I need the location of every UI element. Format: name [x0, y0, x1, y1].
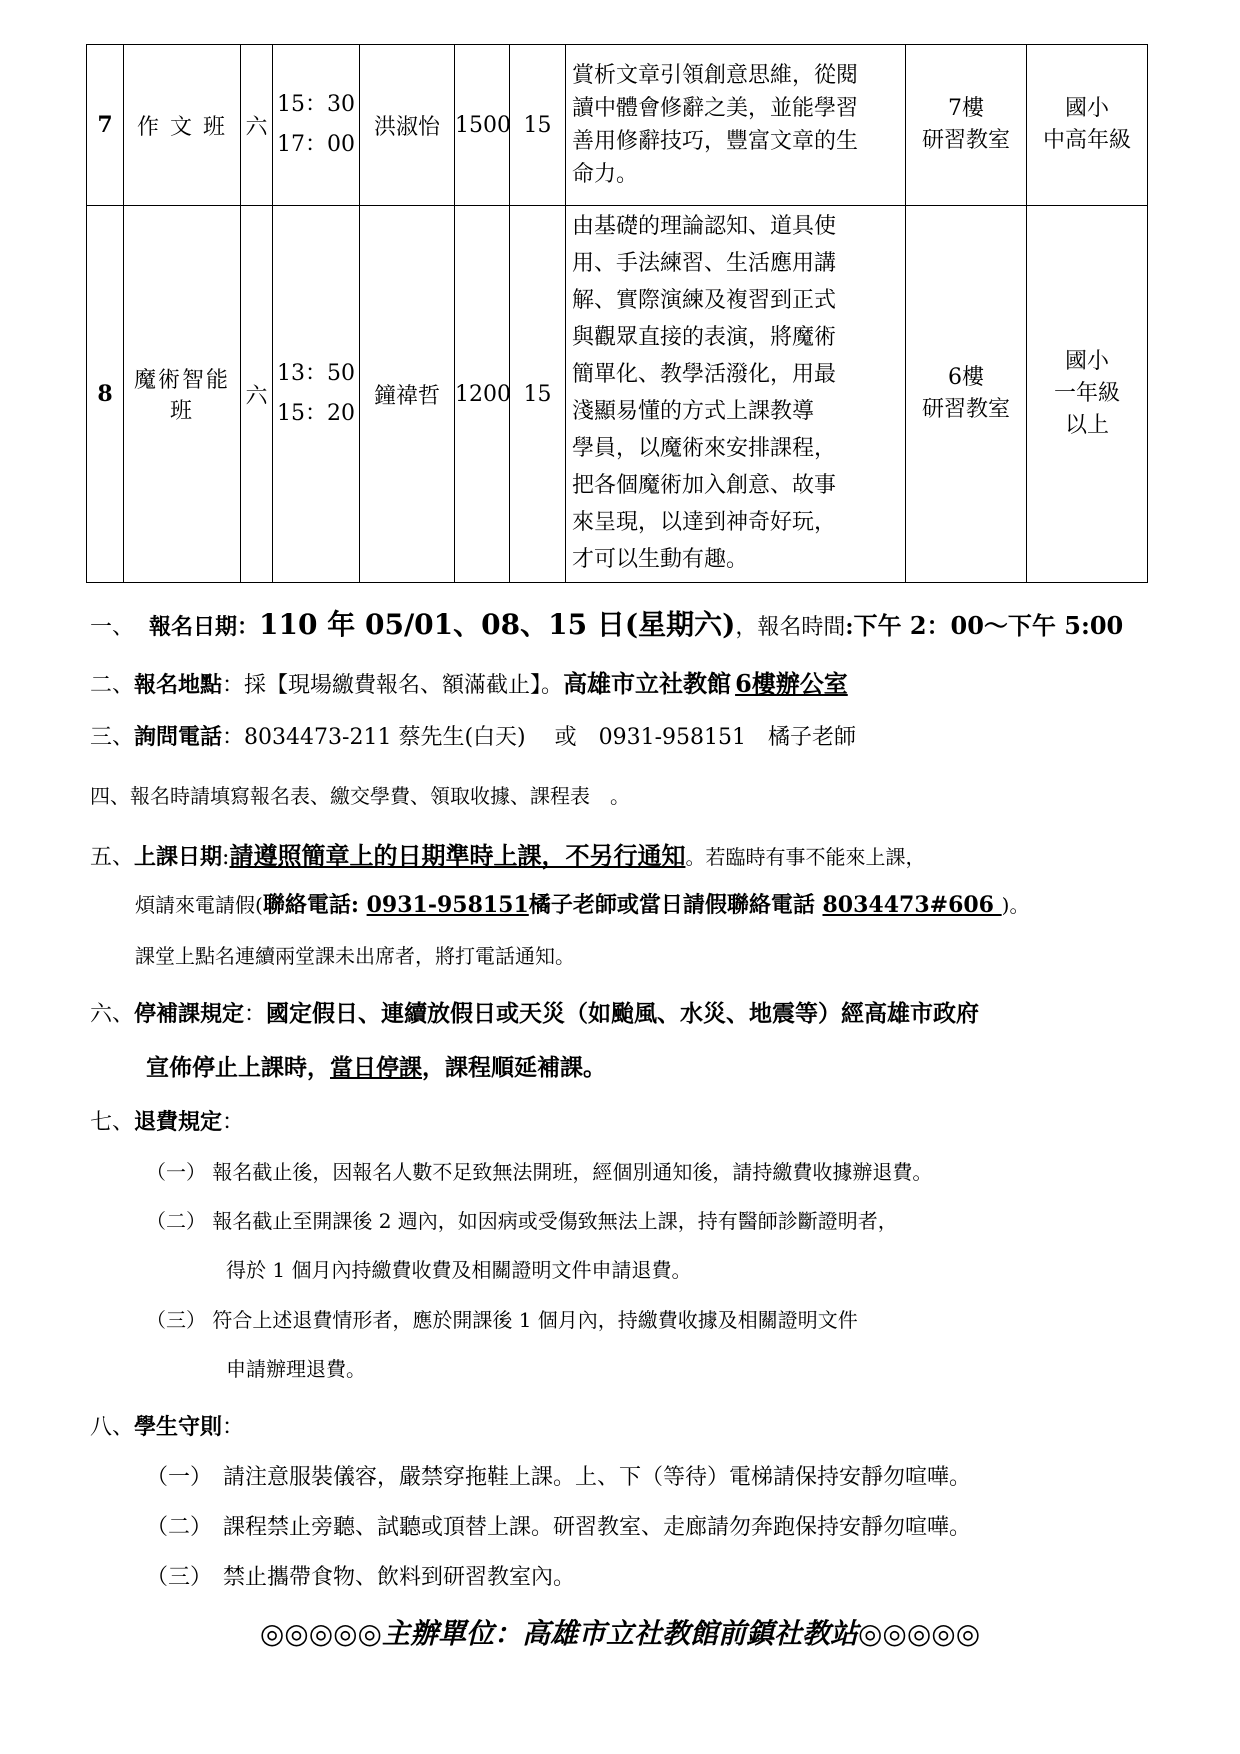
course-description: 賞析文章引領創意思維，從閱 讀中體會修辭之美，並能學習 善用修辭技巧，豐富文章的生 命力。 [566, 45, 906, 206]
time-end: 15：20 [277, 401, 355, 426]
course-time [273, 206, 360, 583]
course-grade: 國小 一年級 以上 [1027, 206, 1148, 583]
course-fee: 1200 [455, 206, 510, 583]
list-item: 申請辦理退費。 [226, 1357, 366, 1381]
note-inquiry-phone: 三、詢問電話：8034473-211 蔡先生(白天) 或 0931-958151 橘子老師 [90, 724, 857, 750]
course-no: 8 [87, 206, 124, 583]
course-table [86, 44, 1148, 583]
note-leave-contact: 煩請來電請假(聯絡電話: 0931-958151橘子老師或當日請假聯絡電話 8034473#606 )。 [135, 892, 1030, 918]
list-item: （三） 禁止攜帶食物、飲料到研習教室內。 [146, 1565, 576, 1590]
organizer-footer: ◎◎◎◎◎主辦單位：高雄市立社教館前鎮社教站◎◎◎◎◎ [259, 1617, 981, 1650]
time-end: 17：00 [277, 132, 355, 157]
course-location: 6樓 研習教室 [906, 206, 1027, 583]
note-absence: 課堂上點名連續兩堂課未出席者，將打電話通知。 [135, 944, 575, 968]
note-class-date: 五、上課日期:請遵照簡章上的日期準時上課，不另行通知。若臨時有事不能來上課， [90, 841, 926, 870]
course-description: 由基礎的理論認知、道具使 用、手法練習、生活應用講 解、實際演練及複習到正式 與觀眾直接的表演，將魔術 簡單化、教學活潑化，用最 淺顯易懂的方式上課教導 學員，以魔術來安排課程， 把各個魔術加入創意、故事 來呈現，以達到神奇好玩， 才可以生動有趣。 [566, 206, 906, 583]
course-time [273, 45, 360, 206]
course-teacher: 鐘禕哲 [360, 206, 455, 583]
list-item: 得於 1 個月內持繳費收費及相關證明文件申請退費。 [226, 1258, 692, 1282]
list-item: （二） 課程禁止旁聽、試聽或頂替上課。研習教室、走廊請勿奔跑保持安靜勿喧嘩。 [146, 1515, 972, 1540]
time-start: 13：50 [277, 361, 355, 386]
course-day: 六 [241, 45, 273, 206]
course-fee: 1500 [455, 45, 510, 206]
list-item: （三） 符合上述退費情形者，應於開課後 1 個月內，持繳費收據及相關證明文件 [146, 1308, 858, 1332]
course-name: 作 文 班 [124, 45, 241, 206]
list-item: （二） 報名截止至開課後 2 週內，如因病或受傷致無法上課，持有醫師診斷證明者， [146, 1209, 898, 1233]
course-grade: 國小 中高年級 [1027, 45, 1148, 206]
course-teacher: 洪淑怡 [360, 45, 455, 206]
course-quota: 15 [510, 45, 566, 206]
course-name: 魔術智能班 [124, 206, 241, 583]
course-quota: 15 [510, 206, 566, 583]
note-student-rules: 八、學生守則： [90, 1414, 245, 1440]
note-suspension: 六、停補課規定：國定假日、連續放假日或天災（如颱風、水災、地震等）經高雄市政府 [90, 1000, 980, 1027]
note-registration-place: 二、報名地點：採【現場繳費報名、額滿截止】。高雄市立社教館 6樓辦公室 [90, 669, 848, 698]
note-registration-date: 一、 報名日期：110 年 05/01、08、15 日(星期六)，報名時間:下午 2：00～下午 5:00 [90, 608, 1124, 641]
table-row [87, 206, 1148, 583]
course-day: 六 [241, 206, 273, 583]
note-suspension-line2: 宣佈停止上課時，當日停課，課程順延補課。 [146, 1054, 606, 1081]
note-refund: 七、退費規定： [90, 1109, 245, 1135]
list-item: （一） 報名截止後，因報名人數不足致無法開班，經個別通知後，請持繳費收據辦退費。 [146, 1160, 933, 1184]
list-item: （一） 請注意服裝儀容，嚴禁穿拖鞋上課。上、下（等待）電梯請保持安靜勿喧嘩。 [146, 1465, 972, 1490]
note-registration-forms: 四、報名時請填寫報名表、繳交學費、領取收據、課程表 。 [90, 784, 630, 808]
course-location: 7樓 研習教室 [906, 45, 1027, 206]
course-no: 7 [87, 45, 124, 206]
table-row [87, 45, 1148, 206]
time-start: 15：30 [277, 92, 355, 117]
